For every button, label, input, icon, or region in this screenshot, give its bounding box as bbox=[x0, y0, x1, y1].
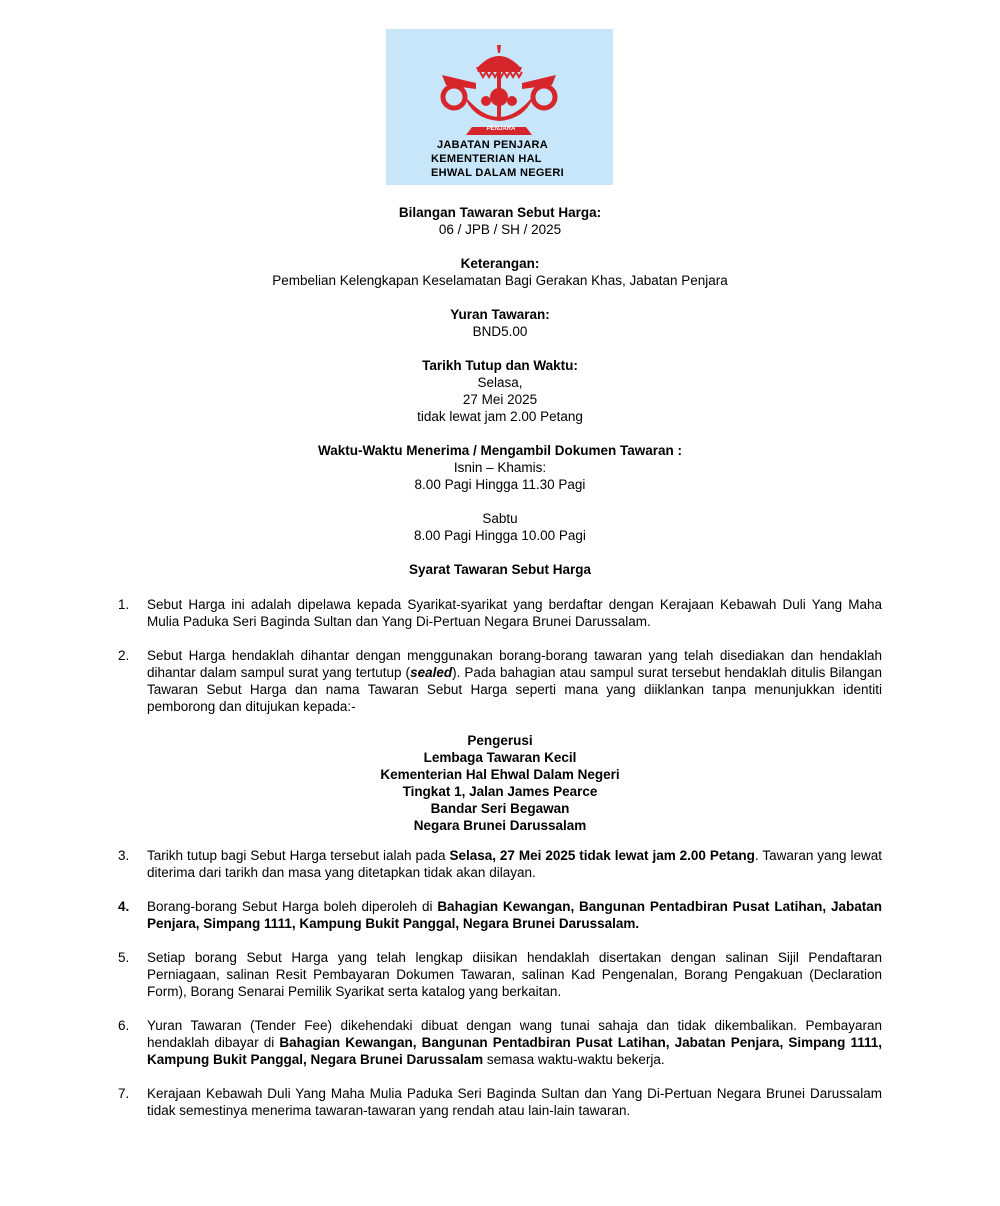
item-number: 6. bbox=[118, 1018, 130, 1033]
closing-label: Tarikh Tutup dan Waktu: bbox=[422, 358, 578, 373]
item-number: 2. bbox=[118, 648, 130, 663]
logo-line-3: EHWAL DALAM NEGERI bbox=[431, 167, 564, 179]
item-number: 7. bbox=[118, 1086, 130, 1101]
address-line-4: Tingkat 1, Jalan James Pearce bbox=[402, 784, 598, 799]
closing-day: Selasa, bbox=[477, 375, 523, 390]
emblem-ribbon-text: PENJARA bbox=[486, 126, 516, 132]
address-block bbox=[0, 732, 1000, 834]
item-text: Sebut Harga hendaklah dihantar dengan menggunakan borang-borang tawaran yang telah disediakan dan hendaklah dihantar dalam sampul surat yang tertutup (sealed). Pada bahagian atau sampul surat tersebut hendaklah ditulis Bilangan Tawaran Sebut Harga dan nama Tawaran Sebut Harga seperti mana yang diiklankan tanpa menunjukkan identiti pemborong dan ditujukan kepada:- bbox=[147, 648, 882, 714]
address-line-3: Kementerian Hal Ehwal Dalam Negeri bbox=[380, 767, 620, 782]
address-line-5: Bandar Seri Begawan bbox=[430, 801, 570, 816]
department-logo bbox=[386, 29, 613, 185]
terms-title: Syarat Tawaran Sebut Harga bbox=[408, 562, 592, 577]
address-line-6: Negara Brunei Darussalam bbox=[413, 818, 587, 833]
item-number: 3. bbox=[118, 848, 130, 863]
saturday-hours: 8.00 Pagi Hingga 10.00 Pagi bbox=[414, 528, 586, 543]
weekday-hours: 8.00 Pagi Hingga 11.30 Pagi bbox=[414, 477, 586, 492]
closing-time: tidak lewat jam 2.00 Petang bbox=[417, 409, 583, 424]
reference-label: Bilangan Tawaran Sebut Harga: bbox=[398, 205, 602, 220]
logo-line-1: JABATAN PENJARA bbox=[437, 139, 549, 151]
description-value: Pembelian Kelengkapan Keselamatan Bagi Gerakan Khas, Jabatan Penjara bbox=[272, 273, 728, 288]
item-number: 5. bbox=[118, 950, 130, 965]
hours-label: Waktu-Waktu Menerima / Mengambil Dokumen Tawaran : bbox=[317, 443, 683, 458]
item-text: Sebut Harga ini adalah dipelawa kepada Syarikat-syarikat yang berdaftar dengan Kerajaan Kebawah Duli Yang Maha Mulia Paduka Seri Baginda Sultan dan Yang Di-Pertuan Negara Brunei Darussalam. bbox=[147, 597, 882, 629]
item-text: Tarikh tutup bagi Sebut Harga tersebut ialah pada Selasa, 27 Mei 2025 tidak lewat jam 2.00 Petang. Tawaran yang lewat diterima dari tarikh dan masa yang ditetapkan tidak akan dilayan. bbox=[147, 848, 883, 880]
saturday-label: Sabtu bbox=[482, 511, 518, 526]
address-line-2: Lembaga Tawaran Kecil bbox=[423, 750, 577, 765]
item-text: Kerajaan Kebawah Duli Yang Maha Mulia Paduka Seri Baginda Sultan dan Yang Di-Pertuan Negara Brunei Darussalam tidak semestinya menerima tawaran-tawaran yang rendah atau lain-lain tawaran. bbox=[147, 1086, 882, 1118]
item-number: 4. bbox=[118, 899, 130, 914]
closing-date: 27 Mei 2025 bbox=[462, 392, 538, 407]
item-text: Setiap borang Sebut Harga yang telah lengkap diisikan hendaklah disertakan dengan salinan Sijil Pendaftaran Perniagaan, salinan Resit Pembayaran Dokumen Tawaran, salinan Kad Pengenalan, Borang Pengakuan (Declaration Form), Borang Senarai Pemilik Syarikat serta katalog yang berkaitan. bbox=[147, 950, 882, 999]
address-line-1: Pengerusi bbox=[467, 733, 533, 748]
item-text: Yuran Tawaran (Tender Fee) dikehendaki dibuat dengan wang tunai sahaja dan tidak dikembalikan. Pembayaran hendaklah dibayar di Bahagian Kewangan, Bangunan Pentadbiran Pusat Latihan, Jabatan Penjara, Simpang 1111, Kampung Bukit Panggal, Negara Brunei Darussalam semasa waktu-waktu bekerja. bbox=[147, 1018, 882, 1067]
item-number: 1. bbox=[118, 597, 130, 612]
logo-line-2: KEMENTERIAN HAL bbox=[431, 153, 542, 165]
weekday-label: Isnin – Khamis: bbox=[453, 460, 547, 475]
fee-label: Yuran Tawaran: bbox=[450, 307, 550, 322]
item-text: Borang-borang Sebut Harga boleh diperoleh di Bahagian Kewangan, Bangunan Pentadbiran Pusat Latihan, Jabatan Penjara, Simpang 1111, Kampung Bukit Panggal, Negara Brunei Darussalam. bbox=[147, 899, 882, 931]
fee-value: BND5.00 bbox=[472, 324, 528, 339]
description-label: Keterangan: bbox=[460, 256, 540, 271]
reference-value: 06 / JPB / SH / 2025 bbox=[438, 222, 562, 237]
